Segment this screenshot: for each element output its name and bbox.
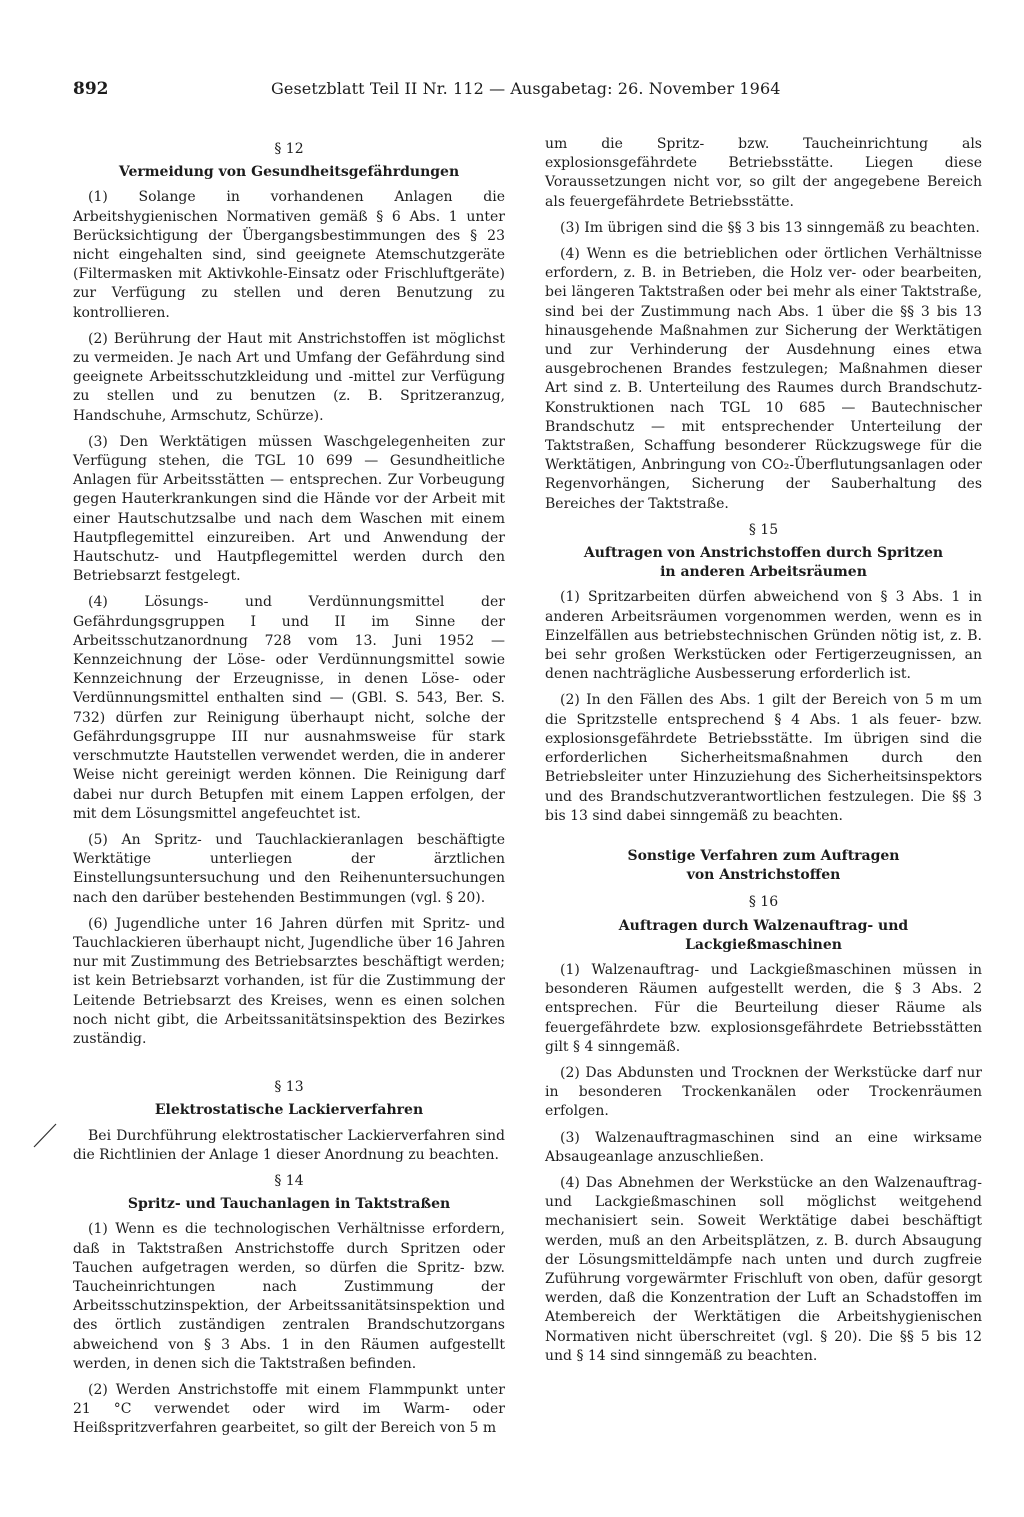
right-column	[545, 135, 982, 1373]
section-13-paragraph-1: Bei Durchführung elektrostatischer Lackierverfahren sind die Richtlinien der Anlage 1 dieser Anordnung zu beachten.	[73, 1127, 505, 1163]
left-column	[73, 140, 505, 1446]
section-15-title	[545, 544, 982, 582]
section-14-paragraph-3: (3) Im übrigen sind die §§ 3 bis 13 sinngemäß zu beachten.	[560, 219, 980, 236]
section-12-paragraph-5: (5) An Spritz- und Tauchlackieranlagen beschäftigte Werktätige unterliegen der ärztlichen Einstellungsuntersuchung und den Reihenuntersuchungen nach den darüber bestehenden Bestimmungen (vgl. § 20).	[73, 831, 505, 906]
section-12-paragraph-6: (6) Jugendliche unter 16 Jahren dürfen mit Spritz- und Tauchlackieren überhaupt nicht, Jugendliche über 16 Jahren nur mit Zustimmung des Betriebsarztes beschäftigt werden; ist kein Betriebsarzt vorhanden, ist für die Zustimmung der Leitende Betriebsarzt des Kreises, wenn es einen solchen noch nicht gibt, die Arbeitssanitätsinspektion des Bezirkes zuständig.	[73, 915, 505, 1047]
group-title	[545, 847, 982, 885]
section-15-number: § 15	[748, 521, 779, 538]
page-header	[73, 79, 953, 103]
section-16-paragraph-4: (4) Das Abnehmen der Werkstücke an den Walzenauftrag- und Lackgießmaschinen soll möglichst weitgehend mechanisiert sein. Soweit Werktätige dabei beschäftigt werden, muß an den Arbeitsplätzen, z. B. durch Absaugung der Lösungsmitteldämpfe nach unten und durch zugfreie Zuführung vorgewärmter Frischluft von oben, dafür gesorgt werden, daß die Konzentration der Luft an Schadstoffen im Atembereich der Werktätigen die Arbeitshygienischen Normativen nicht überschreitet (vgl. § 20). Die §§ 5 bis 12 und § 14 sind sinngemäß zu beachten.	[545, 1174, 982, 1364]
section-16-paragraph-3: (3) Walzenauftragmaschinen sind an eine wirksame Absaugeanlage anzuschließen.	[545, 1129, 982, 1165]
page-number: 892	[73, 79, 109, 99]
section-14-title: Spritz- und Tauchanlagen in Taktstraßen	[127, 1196, 451, 1213]
section-16-number: § 16	[748, 894, 779, 911]
section-15-title-line-1: Auftragen von Anstrichstoffen durch Spritzen	[583, 545, 944, 562]
margin-pencil-mark	[30, 1120, 60, 1150]
section-14-paragraph-2-continued: um die Spritz- bzw. Taucheinrichtung als explosionsgefährdete Betriebsstätte. Liegen diese Voraussetzungen nicht vor, so gilt der angegebene Bereich als feuergefährdete Betriebsstätte.	[545, 136, 982, 210]
section-13-title: Elektrostatische Lackierverfahren	[154, 1102, 424, 1119]
group-title-line-2: von Anstrichstoffen	[686, 867, 841, 884]
section-12-title: Vermeidung von Gesundheitsgefährdungen	[118, 164, 460, 181]
section-16-paragraph-1: (1) Walzenauftrag- und Lackgießmaschinen müssen in besonderen Räumen aufgestellt werden, die § 3 Abs. 2 entsprechen. Für die Beurteilung dieser Räume als feuergefährdete bzw. explosionsgefährdete Betriebsstätten gilt § 4 sinngemäß.	[545, 961, 982, 1055]
section-12-paragraph-3: (3) Den Werktätigen müssen Waschgelegenheiten zur Verfügung stehen, die TGL 10 699 — Gesundheitliche Anlagen für Arbeitsstätten — entsprechen. Zur Vorbeugung gegen Hauterkrankungen sind die Hände vor der Arbeit mit einer Hautschutzsalbe und nach dem Waschen mit einem Hautpflegemittel einzureiben. Art und Anwendung der Hautschutz- und Hautpflegemittel werden durch den Betriebsarzt festgelegt.	[73, 433, 505, 585]
group-title-line-1: Sonstige Verfahren zum Auftragen	[627, 847, 900, 864]
section-16-paragraph-2: (2) Das Abdunsten und Trocknen der Werkstücke darf nur in besonderen Trockenkanälen oder Trockenräumen erfolgen.	[545, 1064, 982, 1120]
section-12-paragraph-1: (1) Solange in vorhandenen Anlagen die Arbeitshygienischen Normativen gemäß § 6 Abs. 1 unter Berücksichtigung der Übergangsbestimmungen des § 23 nicht eingehalten sind, sind geeignete Atemschutzgeräte (Filtermasken mit Aktivkohle-Einsatz oder Frischluftgeräte) zur Verfügung zu stellen und deren Benutzung zu kontrollieren.	[73, 189, 505, 321]
section-15-title-line-2: in anderen Arbeitsräumen	[660, 564, 867, 581]
section-12-paragraph-2: (2) Berührung der Haut mit Anstrichstoffen ist möglichst zu vermeiden. Je nach Art und Umfang der Gefährdung sind geeignete Arbeitsschutzkleidung und -mittel zur Verfügung zu stellen und zu benutzen (z. B. Spritzeranzug, Handschuhe, Armschutz, Schürze).	[73, 330, 505, 424]
section-16-title: Auftragen durch Walzenauftrag- und Lackgießmaschinen	[618, 917, 909, 953]
section-14-paragraph-2: (2) Werden Anstrichstoffe mit einem Flammpunkt unter 21 °C verwendet oder wird im Warm- oder Heißspritzverfahren gearbeitet, so gilt der Bereich von 5 m	[73, 1381, 505, 1437]
running-head: Gesetzblatt Teil II Nr. 112 — Ausgabetag: 26. November 1964	[271, 79, 781, 98]
section-15-paragraph-2: (2) In den Fällen des Abs. 1 gilt der Bereich von 5 m um die Spritzstelle entsprechend § 4 Abs. 1 als feuer- bzw. explosionsgefährdete Betriebsstätte. Im übrigen sind die erforderlichen Sicherheitsmaßnahmen durch den Betriebsleiter unter Hinzuziehung des Sicherheitsinspektors und des Brandschutzverantwortlichen festzulegen. Die §§ 3 bis 13 sind dabei sinngemäß zu beachten.	[545, 692, 982, 824]
section-15-paragraph-1: (1) Spritzarbeiten dürfen abweichend von § 3 Abs. 1 in anderen Arbeitsräumen vorgenommen werden, wenn es in Einzelfällen aus betriebstechnischen Gründen nötig ist, z. B. bei sehr großen Werkstücken oder Fertigerzeugnissen, an denen nachträgliche Ausbesserung erforderlich ist.	[545, 589, 982, 683]
section-12-paragraph-4: (4) Lösungs- und Verdünnungsmittel der Gefährdungsgruppen I und II im Sinne der Arbeitsschutzanordnung 728 vom 13. Juni 1952 — Kennzeichnung der Löse- oder Verdünnungsmittel sowie Kennzeichnung der Erzeugnisse, in denen Löse- oder Verdünnungsmittel enthalten sind — (GBl. S. 543, Ber. S. 732) dürfen zur Reinigung überhaupt nicht, solche der Gefährdungsgruppe III nur ausnahmsweise für stark verschmutzte Hautstellen verwendet werden, die in anderer Weise nicht gereinigt werden können. Die Reinigung darf dabei nur durch Betupfen mit einem Lappen erfolgen, der mit dem Lösungsmittel angefeuchtet ist.	[73, 594, 505, 822]
section-13-number: § 13	[274, 1079, 304, 1096]
section-14-number: § 14	[274, 1172, 304, 1189]
section-14-paragraph-1: (1) Wenn es die technologischen Verhältnisse erfordern, daß in Taktstraßen Anstrichstoffe durch Spritzen oder Tauchen aufgetragen werden, so dürfen die Spritz- bzw. Taucheinrichtungen nach Zustimmung der Arbeitsschutzinspektion, der Arbeitssanitätsinspektion und des örtlich zuständigen zentralen Brandschutzorgans abweichend von § 3 Abs. 1 in den Räumen aufgestellt werden, in denen sich die Taktstraßen befinden.	[73, 1221, 505, 1372]
section-14-paragraph-4: (4) Wenn es die betrieblichen oder örtlichen Verhältnisse erfordern, z. B. in Betrieben, die Holz ver- oder bearbeiten, bei längeren Taktstraßen oder bei mehr als einer Taktstraße, sind bei der Zustimmung nach Abs. 1 über die §§ 3 bis 13 hinausgehende Maßnahmen zur Sicherung der Werktätigen und zur Verhinderung der Ausdehnung eines etwa ausgebrochenen Brandes festzulegen; Maßnahmen dieser Art sind z. B. Unterteilung des Raumes durch Brandschutz-Konstruktionen nach TGL 10 685 — Bautechnischer Brandschutz — mit entsprechender Unterteilung der Taktstraßen, Schaffung besonderer Rückzugswege für die Werktätigen, Anbringung von CO₂-Überflutungsanlagen oder Regenvorhängen, Sicherung der Sauberhaltung des Bereiches der Taktstraße.	[545, 246, 982, 512]
section-12-number: § 12	[274, 141, 304, 157]
